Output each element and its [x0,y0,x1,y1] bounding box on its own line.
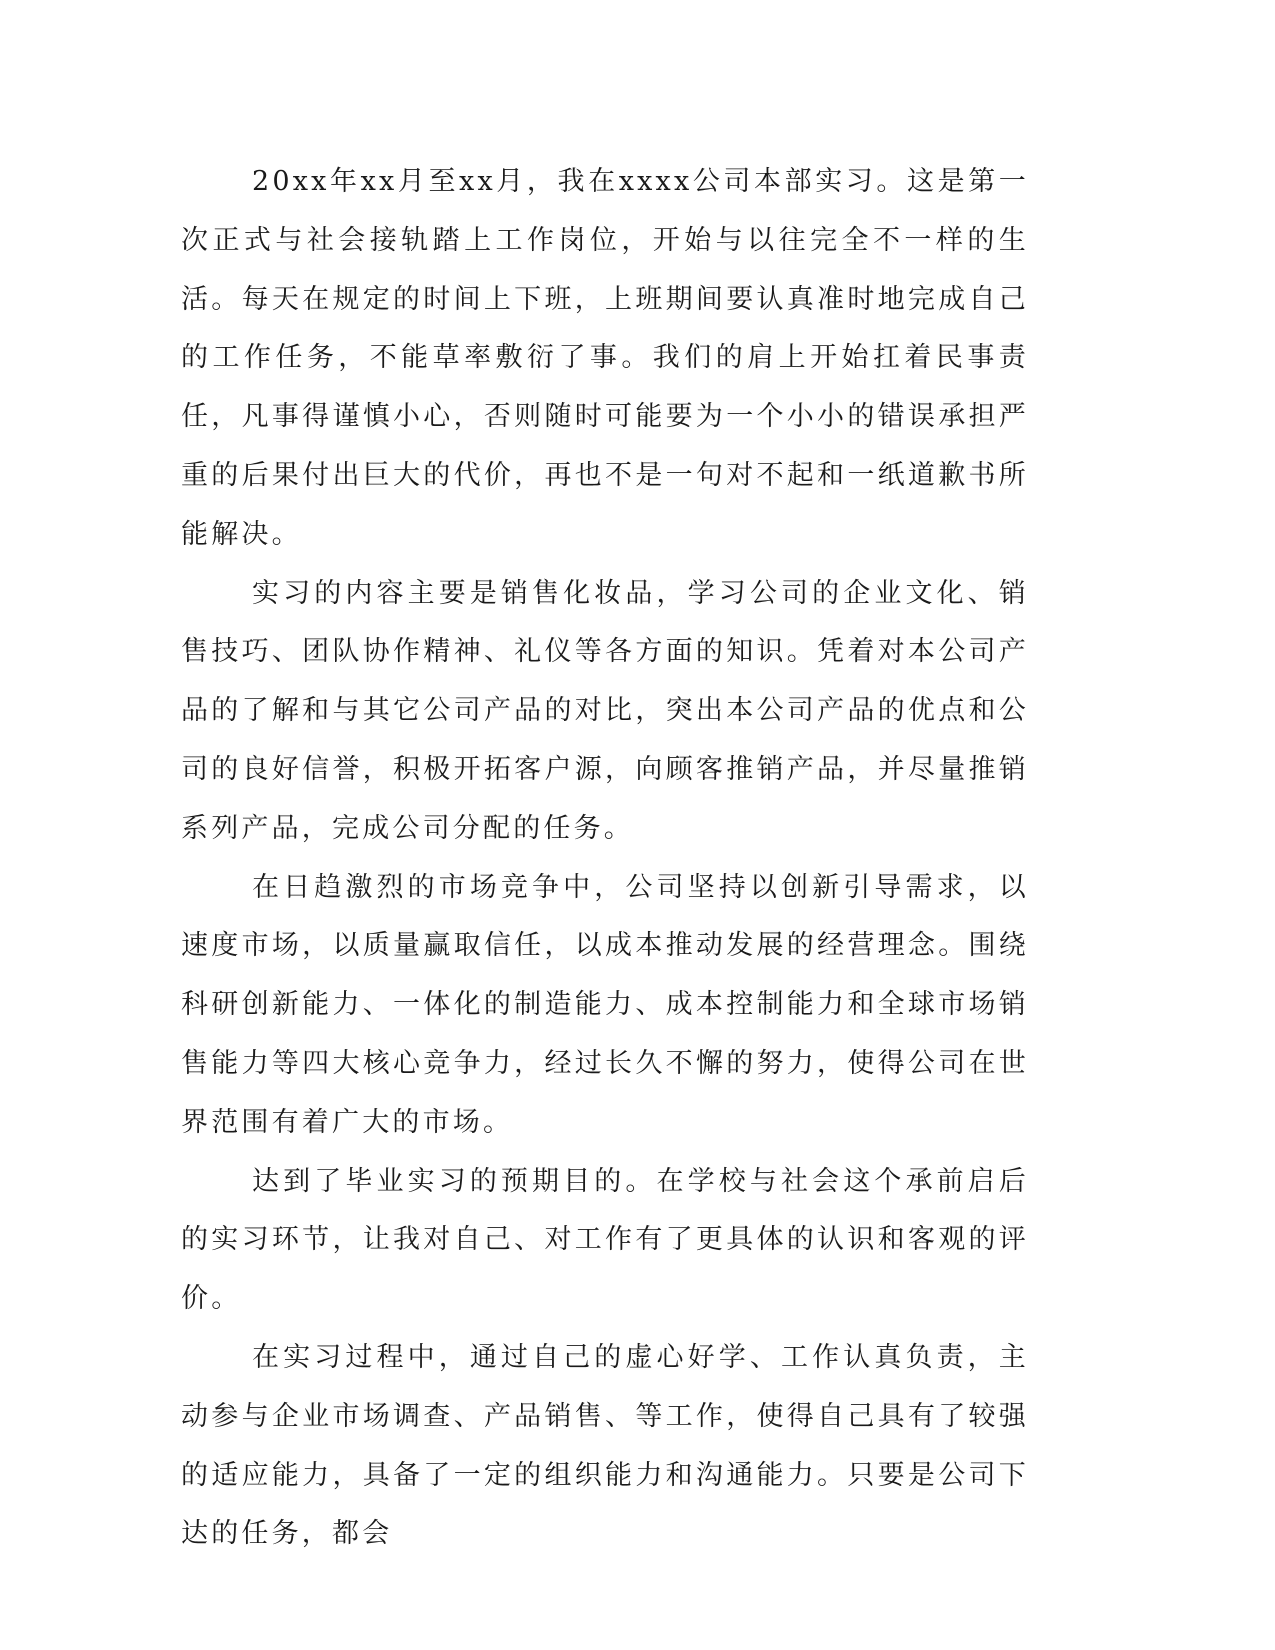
paragraph-4: 达到了毕业实习的预期目的。在学校与社会这个承前启后的实习环节，让我对自己、对工作有了更具体的认识和客观的评价。 [181,1165,1029,1315]
paragraph-2: 实习的内容主要是销售化妆品，学习公司的企业文化、销售技巧、团队协作精神、礼仪等各方面的知识。凭着对本公司产品的了解和与其它公司产品的对比，突出本公司产品的优点和公司的良好信誉，积极开拓客户源，向顾客推销产品，并尽量推销系列产品，完成公司分配的任务。 [181,577,1029,844]
document-body [181,153,1029,1564]
paragraph-1: 20xx年xx月至xx月，我在xxxx公司本部实习。这是第一次正式与社会接轨踏上工作岗位，开始与以往完全不一样的生活。每天在规定的时间上下班，上班期间要认真准时地完成自己的工作任务，不能草率敷衍了事。我们的肩上开始扛着民事责任，凡事得谨慎小心，否则随时可能要为一个小小的错误承担严重的后果付出巨大的代价，再也不是一句对不起和一纸道歉书所能解决。 [181,166,1029,550]
paragraph-3: 在日趋激烈的市场竞争中，公司坚持以创新引导需求，以速度市场，以质量赢取信任，以成本推动发展的经营理念。围绕科研创新能力、一体化的制造能力、成本控制能力和全球市场销售能力等四大核心竞争力，经过长久不懈的努力，使得公司在世界范围有着广大的市场。 [181,871,1029,1138]
paragraph-5: 在实习过程中，通过自己的虚心好学、工作认真负责，主动参与企业市场调查、产品销售、等工作，使得自己具有了较强的适应能力，具备了一定的组织能力和沟通能力。只要是公司下达的任务，都会 [181,1341,1029,1550]
